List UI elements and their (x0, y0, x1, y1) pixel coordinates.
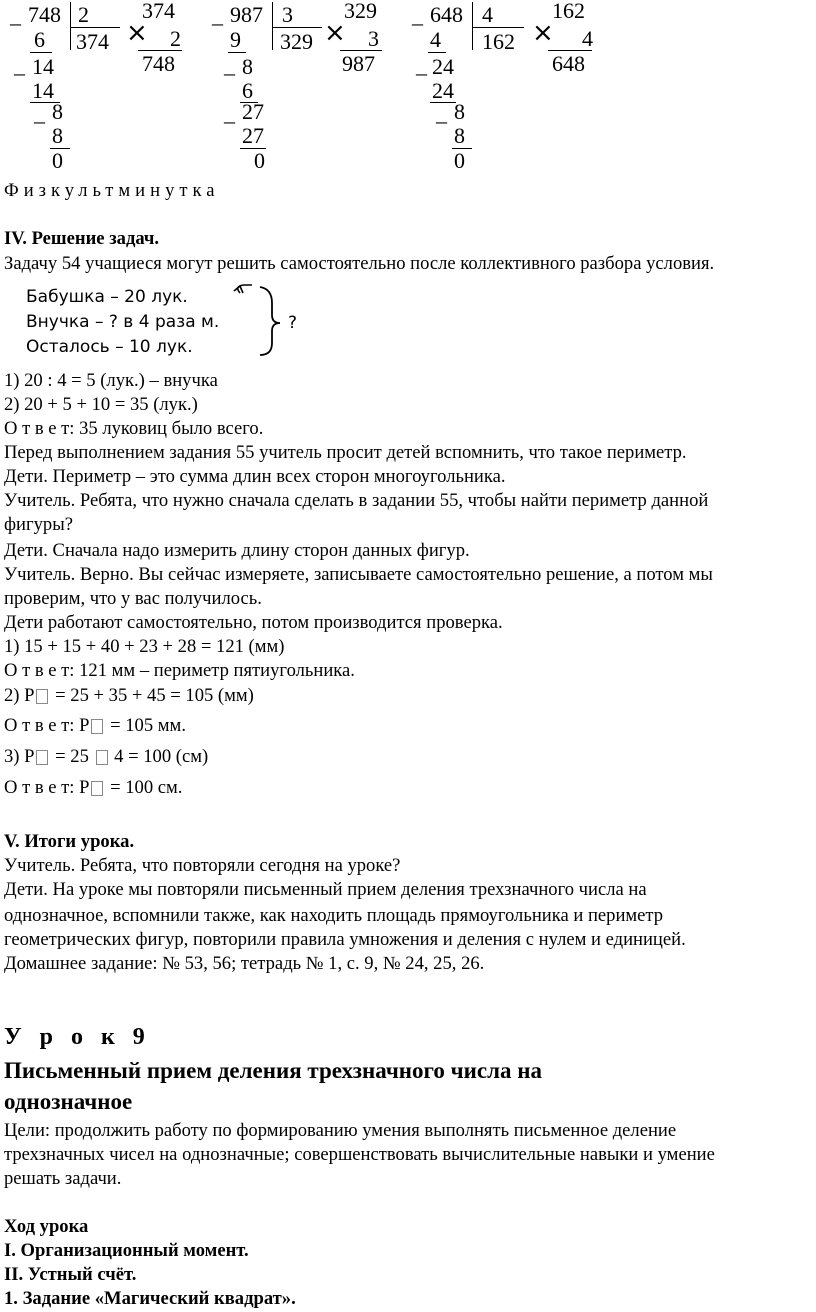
summary-line: Дети. На уроке мы повторяли письменный прием деления трехзначного числа на (4, 879, 647, 900)
step: 8 (242, 54, 253, 79)
step-line (430, 102, 456, 103)
condition-line: Бабушка – 20 лук. (26, 287, 188, 307)
dividend: 748 (28, 2, 61, 27)
summary-line: Учитель. Ребята, что повторяли сегодня на уроке? (4, 855, 401, 876)
lesson-title-cont: однозначное (4, 1089, 133, 1114)
step: 8 (454, 99, 465, 124)
step: 8 (52, 123, 63, 148)
text-line: О т в е т: 35 луковиц было всего. (4, 418, 264, 439)
formula-text: = 100 см. (105, 777, 183, 798)
lesson-title: Письменный прием деления трехзначного числа на (4, 1058, 542, 1083)
text-line: 1) 20 : 4 = 5 (лук.) – внучка (4, 370, 218, 391)
division-bar (70, 2, 71, 50)
formula-text: 2) Р (4, 685, 35, 706)
check-result: 648 (552, 51, 585, 76)
divisor-line (272, 27, 322, 28)
check-top: 329 (344, 0, 377, 23)
quotient: 329 (280, 29, 313, 54)
quotient: 374 (76, 29, 109, 54)
text-line: Учитель. Верно. Вы сейчас измеряете, записываете самостоятельно решение, а потом мы (4, 564, 713, 585)
formula-text: = 25 (50, 746, 94, 767)
check-result: 748 (142, 51, 175, 76)
check-mul: 4 (582, 26, 593, 51)
formula-line (4, 685, 254, 707)
step: 27 (242, 123, 264, 148)
check-result: 987 (342, 51, 375, 76)
multiply-sign: × (126, 18, 148, 48)
text-line: 2) 20 + 5 + 10 = 35 (лук.) (4, 394, 198, 415)
remainder: 0 (454, 148, 465, 173)
check-top: 162 (552, 0, 585, 23)
step: 8 (454, 123, 465, 148)
division-bar (272, 2, 273, 50)
multiply-sign: × (324, 18, 346, 48)
task-intro: Задачу 54 учащиеся могут решить самостоятельно после коллективного разбора условия. (4, 253, 715, 274)
task-condition (20, 283, 320, 363)
step: 8 (52, 99, 63, 124)
minus-sign: – (34, 108, 45, 133)
remainder: 0 (52, 148, 63, 173)
step: 14 (32, 78, 54, 103)
summary-line: геометрических фигур, повторили правила умножения и деления с нулем и единицей. (4, 929, 686, 950)
step: 4 (430, 27, 441, 52)
step: 24 (432, 78, 454, 103)
missing-glyph-icon (36, 689, 48, 704)
step: 6 (242, 78, 253, 103)
long-division-648 (412, 0, 672, 175)
formula-text: = 25 + 35 + 45 = 105 (мм) (50, 685, 254, 706)
formula-line (4, 715, 186, 737)
division-bar (472, 2, 473, 50)
missing-glyph-icon (91, 719, 103, 734)
text-line: Дети. Сначала надо измерить длину сторон данных фигур. (4, 540, 470, 561)
dividend: 987 (230, 2, 263, 27)
goals-line: трехзначных чисел на однозначные; совершенствовать вычислительные навыки и умение (4, 1144, 715, 1165)
condition-line: Осталось – 10 лук. (26, 337, 193, 357)
stage-heading: I. Организационный момент. (4, 1240, 249, 1261)
formula-text: 4 = 100 (см) (109, 746, 209, 767)
minus-sign: – (416, 60, 427, 85)
step: 27 (242, 99, 264, 124)
text-line: Дети работают самостоятельно, потом производится проверка. (4, 612, 503, 633)
formula-line (4, 777, 182, 799)
minus-sign: – (412, 10, 423, 35)
text-line: Дети. Периметр – это сумма длин всех сторон многоугольника. (4, 466, 506, 487)
dividend: 648 (430, 2, 463, 27)
missing-glyph-icon (91, 781, 103, 796)
missing-glyph-icon (96, 750, 108, 765)
step: 24 (432, 54, 454, 79)
question-mark: ? (288, 313, 298, 333)
check-top: 374 (142, 0, 175, 23)
homework-line: Домашнее задание: № 53, 56; тетрадь № 1, с. 9, № 24, 25, 26. (4, 953, 485, 974)
quotient: 162 (482, 29, 515, 54)
condition-line: Внучка – ? в 4 раза м. (26, 312, 220, 332)
text-line: 1) 15 + 15 + 40 + 23 + 28 = 121 (мм) (4, 636, 285, 657)
divisor-line (472, 27, 524, 28)
minus-sign: – (14, 60, 25, 85)
step-line (428, 52, 446, 53)
goals-line: решать задачи. (4, 1168, 122, 1189)
stage-heading: II. Устный счёт. (4, 1264, 137, 1285)
missing-glyph-icon (36, 750, 48, 765)
course-heading: Ход урока (4, 1216, 89, 1237)
check-mul: 2 (170, 26, 181, 51)
step: 14 (32, 54, 54, 79)
brace-arrow (232, 283, 312, 359)
minus-sign: – (224, 60, 235, 85)
fizminutka-heading: Физкультминутка (4, 180, 220, 201)
divisor: 2 (78, 2, 89, 27)
formula-text: О т в е т: Р (4, 715, 90, 736)
divisor-line (70, 27, 120, 28)
step: 9 (230, 27, 241, 52)
minus-sign: – (10, 10, 21, 35)
lesson-number: У р о к 9 (4, 1024, 151, 1050)
divisor: 3 (282, 2, 293, 27)
step-line (228, 52, 246, 53)
summary-line: однозначное, вспомнили также, как находить площадь прямоугольника и периметр (4, 905, 664, 926)
text-line: Учитель. Ребята, что нужно сначала сделать в задании 55, чтобы найти периметр данной (4, 490, 709, 511)
section-5-title: V. Итоги урока. (4, 831, 135, 852)
step-line (30, 52, 52, 53)
minus-sign: – (212, 10, 223, 35)
formula-line (4, 746, 208, 768)
text-line: Перед выполнением задания 55 учитель просит детей вспомнить, что такое периметр. (4, 442, 687, 463)
divisor: 4 (482, 2, 493, 27)
formula-text: 3) Р (4, 746, 35, 767)
section-4-title: IV. Решение задач. (4, 228, 160, 249)
text-line: О т в е т: 121 мм – периметр пятиугольника. (4, 660, 355, 681)
check-mul: 3 (368, 26, 379, 51)
text-line: фигуры? (4, 514, 73, 535)
multiply-sign: × (532, 18, 554, 48)
minus-sign: – (436, 108, 447, 133)
minus-sign: – (224, 108, 235, 133)
text-line: проверим, что у вас получилось. (4, 588, 262, 609)
goals-line: Цели: продолжить работу по формированию умения выполнять письменное деление (4, 1120, 677, 1141)
step: 6 (34, 27, 45, 52)
formula-text: О т в е т: Р (4, 777, 90, 798)
task-heading: 1. Задание «Магический квадрат». (4, 1288, 296, 1309)
formula-text: = 105 мм. (105, 715, 186, 736)
remainder: 0 (254, 148, 265, 173)
